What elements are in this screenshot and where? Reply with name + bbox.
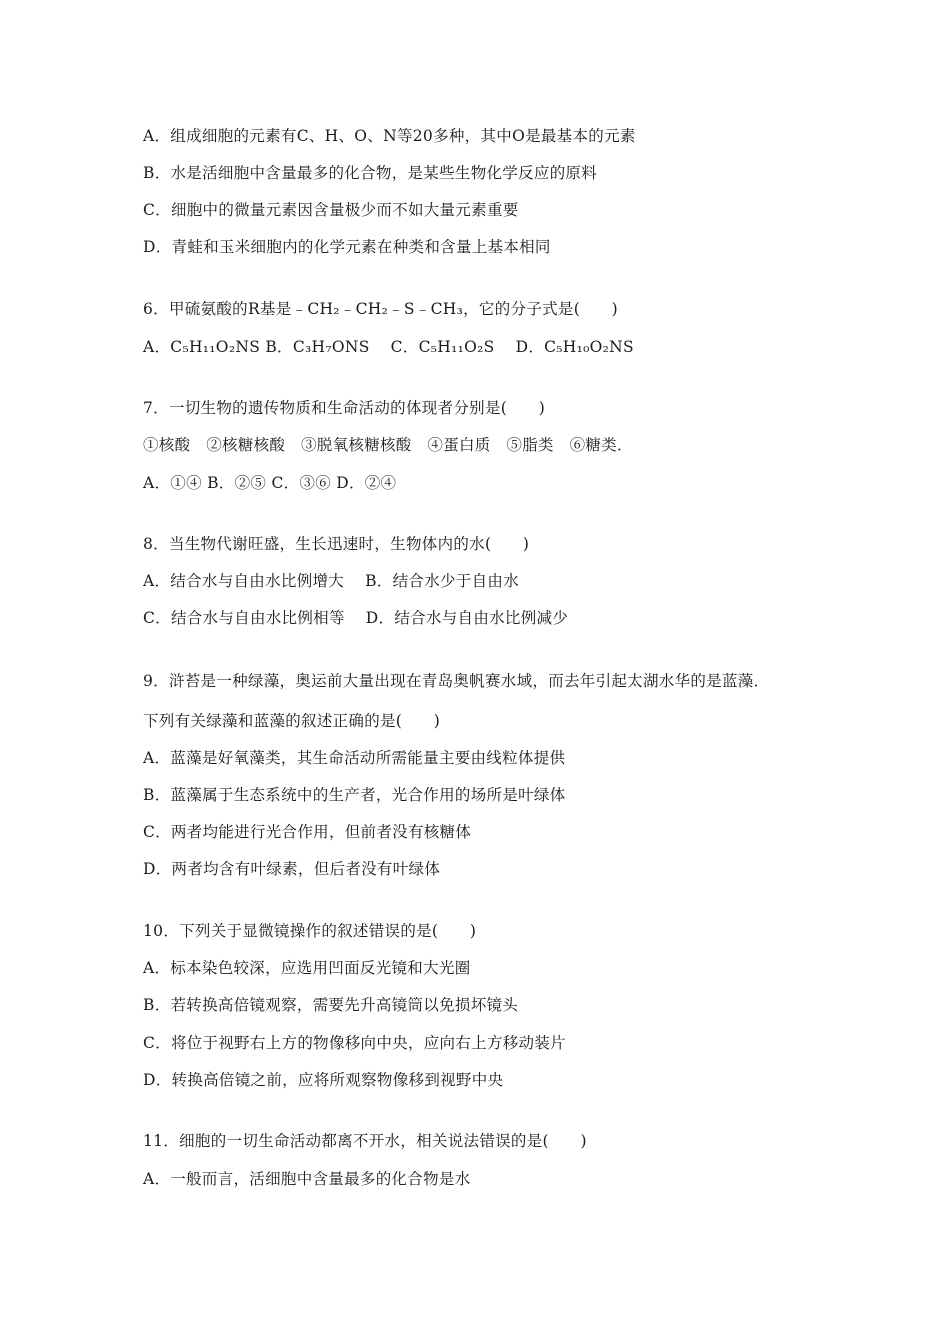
q10-option-b: B．若转换高倍镜观察，需要先升高镜筒以免损坏镜头 [143, 996, 519, 1014]
q6-options: A．C₅H₁₁O₂NS B．C₃H₇ONS C．C₅H₁₁O₂S D．C₅H₁₀O₂NS [143, 338, 634, 356]
q8-stem: 8．当生物代谢旺盛，生长迅速时，生物体内的水( ) [143, 535, 530, 553]
q9-option-b: B．蓝藻属于生态系统中的生产者，光合作用的场所是叶绿体 [143, 786, 566, 804]
q6-stem: 6．甲硫氨酸的R基是﹣CH₂﹣CH₂﹣S﹣CH₃，它的分子式是( ) [143, 300, 619, 318]
q5-option-b: B．水是活细胞中含量最多的化合物，是某些生物化学反应的原料 [143, 164, 598, 182]
q5-option-d: D．青蛙和玉米细胞内的化学元素在种类和含量上基本相同 [143, 238, 551, 256]
q10-option-d: D．转换高倍镜之前，应将所观察物像移到视野中央 [143, 1071, 504, 1089]
q8-options-cd: C．结合水与自由水比例相等 D．结合水与自由水比例减少 [143, 609, 569, 627]
q9-option-c: C．两者均能进行光合作用，但前者没有核糖体 [143, 823, 472, 841]
q10-option-a: A．标本染色较深，应选用凹面反光镜和大光圈 [143, 959, 471, 977]
q11-option-a: A．一般而言，活细胞中含量最多的化合物是水 [143, 1170, 471, 1188]
q8-options-ab: A．结合水与自由水比例增大 B．结合水少于自由水 [143, 572, 520, 590]
q10-stem: 10．下列关于显微镜操作的叙述错误的是( ) [143, 922, 477, 940]
q7-options: A．①④ B．②⑤ C．③⑥ D．②④ [143, 474, 397, 492]
q9-option-a: A．蓝藻是好氧藻类，其生命活动所需能量主要由线粒体提供 [143, 749, 566, 767]
q11-stem: 11．细胞的一切生命活动都离不开水，相关说法错误的是( ) [143, 1132, 587, 1150]
q7-items: ①核酸 ②核糖核酸 ③脱氧核糖核酸 ④蛋白质 ⑤脂类 ⑥糖类． [143, 436, 633, 454]
q5-option-a: A．组成细胞的元素有C、H、O、N等20多种，其中O是最基本的元素 [143, 127, 636, 145]
q10-option-c: C．将位于视野右上方的物像移向中央，应向右上方移动装片 [143, 1034, 566, 1052]
q9-stem-cont: 下列有关绿藻和蓝藻的叙述正确的是( ) [143, 712, 441, 730]
q5-option-c: C．细胞中的微量元素因含量极少而不如大量元素重要 [143, 201, 519, 219]
q7-stem: 7．一切生物的遗传物质和生命活动的体现者分别是( ) [143, 399, 546, 417]
q9-stem: 9．浒苔是一种绿藻，奥运前大量出现在青岛奥帆赛水域，而去年引起太湖水华的是蓝藻． [143, 672, 770, 690]
q9-option-d: D．两者均含有叶绿素，但后者没有叶绿体 [143, 860, 441, 878]
